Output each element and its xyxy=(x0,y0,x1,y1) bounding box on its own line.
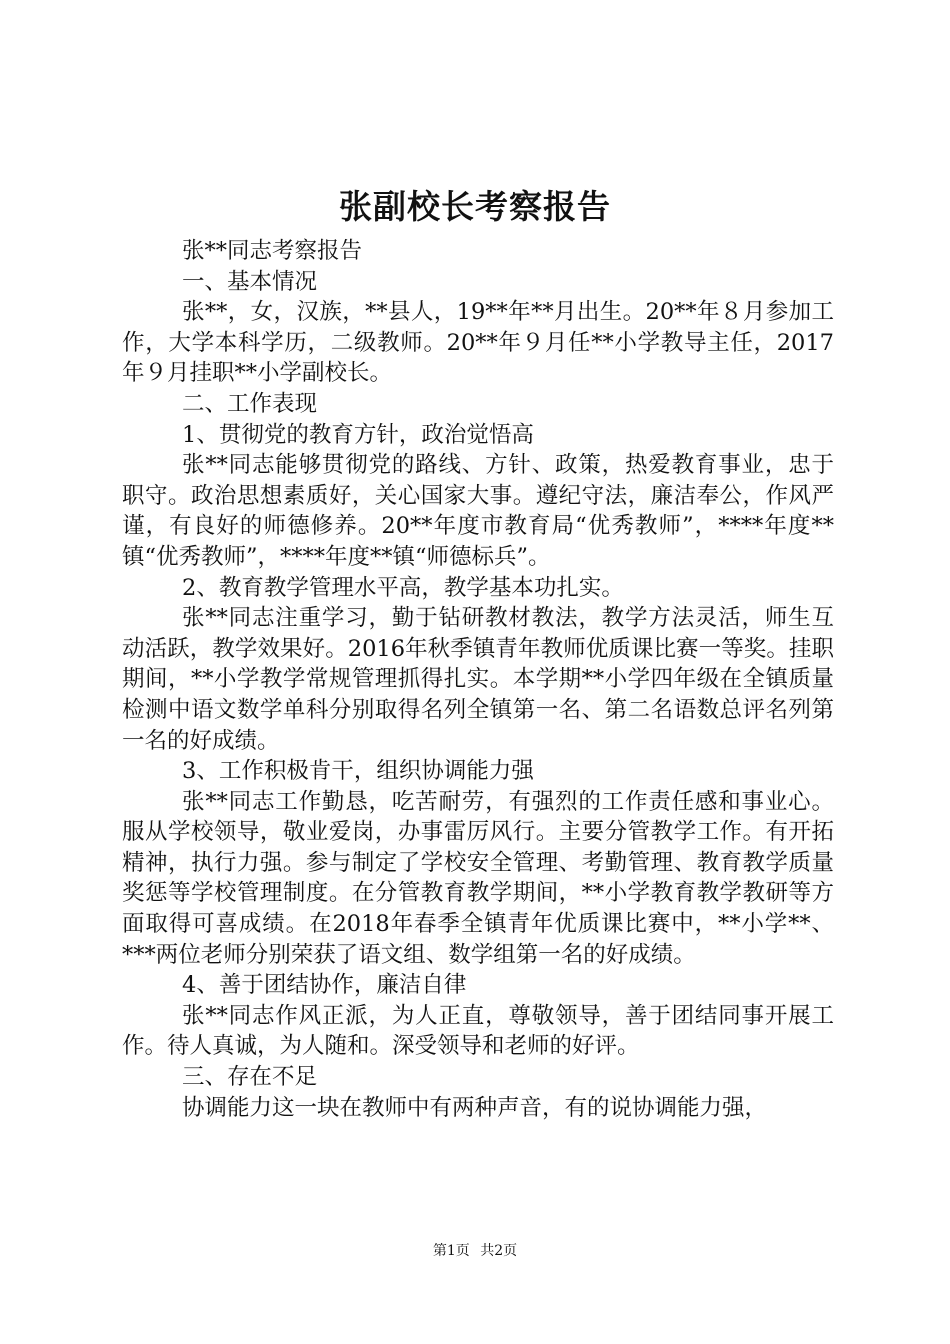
paragraph-political: 张**同志能够贯彻党的路线、方针、政策，热爱教育事业，忠于职守。政治思想素质好，关心国家大事。遵纪守法，廉洁奉公，作风严谨，有良好的师德修养。20**年度市教育局“优秀教师”，****年度**镇“优秀教师”，****年度**镇“师德标兵”。 xyxy=(122,452,834,570)
document-title: 张副校长考察报告 xyxy=(339,187,611,226)
subheading-teamwork: 4、善于团结协作，廉洁自律 xyxy=(182,972,467,999)
subheading-work-attitude: 3、工作积极肯干，组织协调能力强 xyxy=(182,758,534,785)
section-heading-work-performance: 二、工作表现 xyxy=(182,390,318,417)
paragraph-report-heading: 张**同志考察报告 xyxy=(182,238,363,264)
page-footer: 第1页 共2页 xyxy=(432,1243,518,1259)
section-heading-shortcomings: 三、存在不足 xyxy=(182,1064,318,1091)
paragraph-teaching: 张**同志注重学习，勤于钻研教材教法，教学方法灵活，师生互动活跃，教学效果好。2016年秋季镇青年教师优质课比赛一等奖。挂职期间，**小学教学常规管理抓得扎实。本学期**小学四年级在全镇质量检测中语文数学单科分别取得名列全镇第一名、第二名语数总评名列第一名的好成绩。 xyxy=(122,605,834,754)
paragraph-teamwork: 张**同志作风正派，为人正直，尊敬领导，善于团结同事开展工作。待人真诚，为人随和。深受领导和老师的好评。 xyxy=(122,1002,834,1060)
paragraph-work-attitude: 张**同志工作勤恳，吃苦耐劳，有强烈的工作责任感和事业心。服从学校领导，敬业爱岗，办事雷厉风行。主要分管教学工作。有开拓精神，执行力强。参与制定了学校安全管理、考勤管理、教育教学质量奖惩等学校管理制度。在分管教育教学期间，**小学教育教学教研等方面取得可喜成绩。在2018年春季全镇青年优质课比赛中，**小学**、***两位老师分别荣获了语文组、数学组第一名的好成绩。 xyxy=(122,788,834,968)
document-body xyxy=(122,236,834,1123)
section-heading-basic-info: 一、基本情况 xyxy=(182,268,318,295)
paragraph-shortcomings: 协调能力这一块在教师中有两种声音，有的说协调能力强， xyxy=(182,1094,768,1121)
subheading-teaching: 2、教育教学管理水平高，教学基本功扎实。 xyxy=(182,574,624,601)
paragraph-basic-info: 张**，女，汉族，**县人，19**年**月出生。20**年８月参加工作，大学本科学历，二级教师。20**年９月任**小学教导主任，2017年９月挂职**小学副校长。 xyxy=(122,299,834,387)
subheading-political: 1、贯彻党的教育方针，政治觉悟高 xyxy=(182,421,534,448)
